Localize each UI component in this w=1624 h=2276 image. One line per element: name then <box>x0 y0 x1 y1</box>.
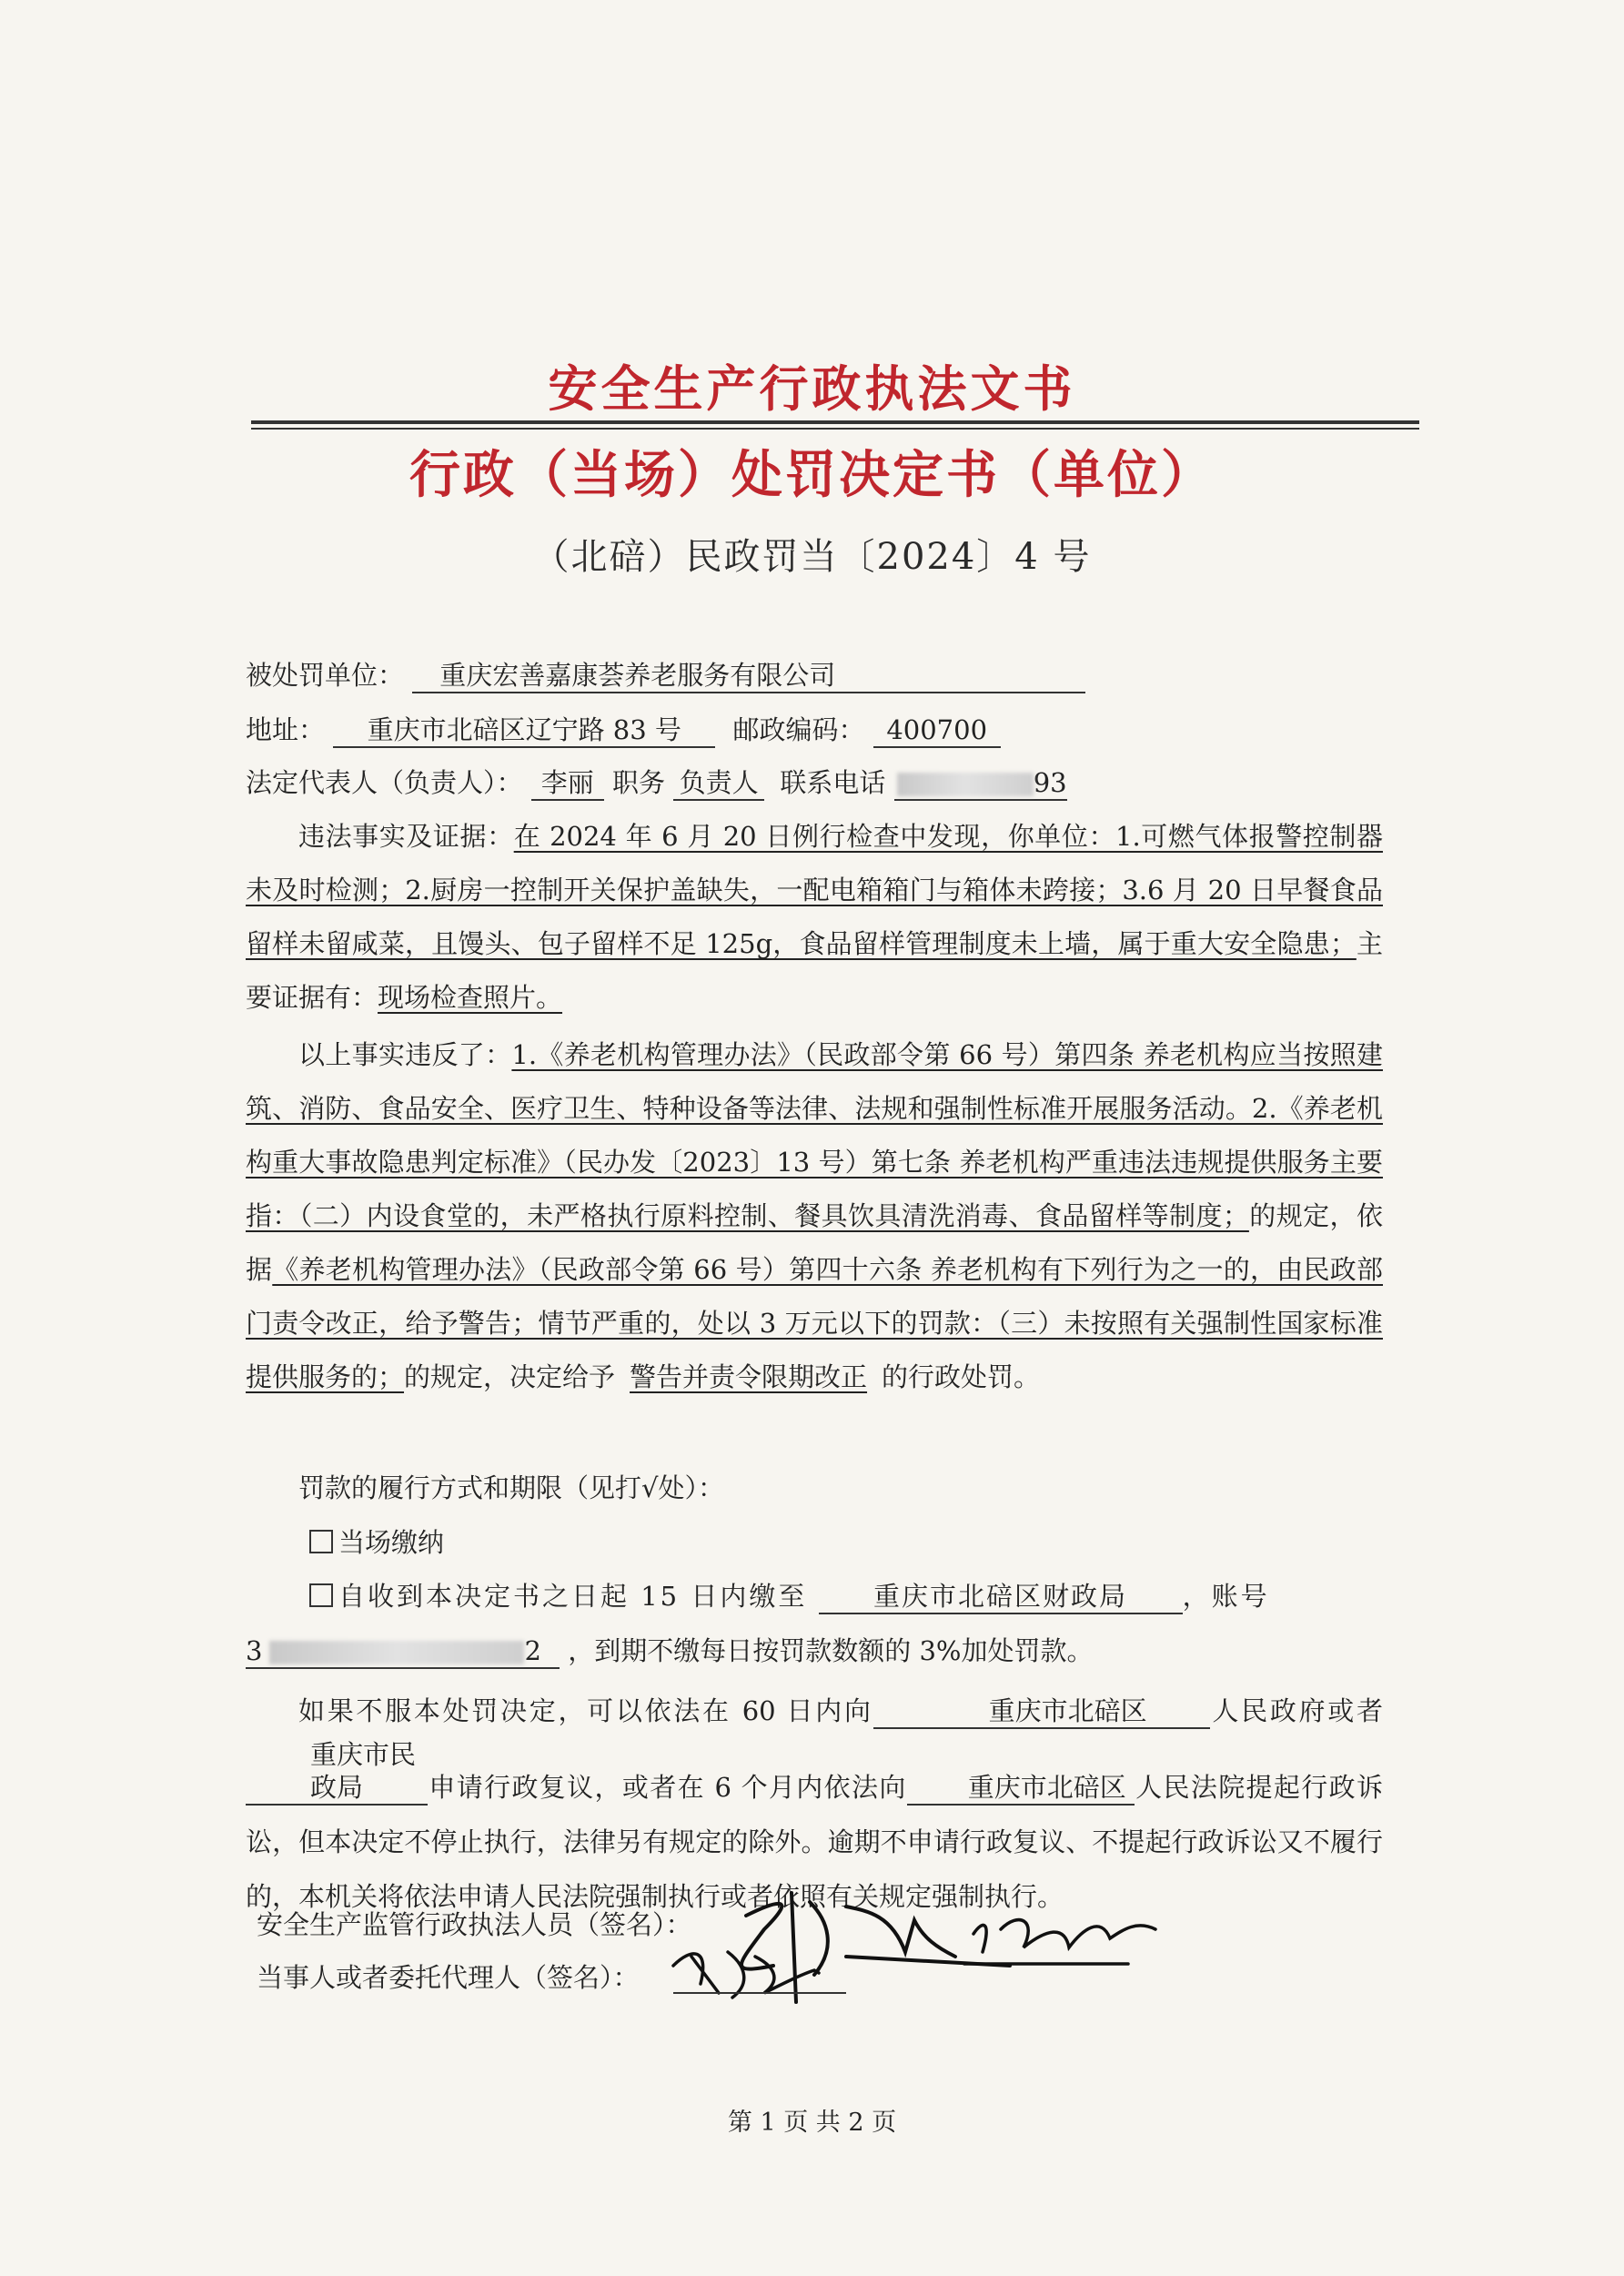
deadline-checkbox[interactable] <box>309 1583 333 1607</box>
representative-label: 法定代表人（负责人）： <box>246 767 523 798</box>
account-label: ，账号 <box>1182 1581 1270 1612</box>
violation-end: 的行政处罚。 <box>882 1361 1041 1392</box>
postcode-label: 邮政编码： <box>732 714 865 745</box>
violated-law-text: 1.《养老机构管理办法》（民政部令第 66 号）第四条 养老机构应当按照建筑、消防、食品安全、医疗卫生、特种设备等法律、法规和强制性标准开展服务活动。2.《养老机构重大事故隐患判定标准》（民办发〔2023〕13 号）第七条 养老机构严重违法违规提供服务主要指：（二）内设食堂的，未严格执行原料控制、餐具饮具清洗消毒、食品留样等制度； <box>246 1039 1383 1231</box>
facts-label: 违法事实及证据： <box>298 821 514 852</box>
violation-mid1: 的规定，依据 <box>246 1200 1383 1285</box>
appeal-p4: 人民法院提起行政诉讼，但本决定不停止执行，法律另有规定的除外。逾期不申请行政复议、不提起行政诉讼又不履行的，本机关将依法申请人民法院强制执行或者依照有关规定强制执行。 <box>246 1772 1383 1912</box>
penalty-value: 警告并责令限期改正 <box>630 1361 868 1392</box>
account-redaction <box>269 1641 524 1664</box>
deadline-prefix: 自收到本决定书之日起 15 日内缴至 <box>338 1581 808 1612</box>
appeal-p1: 如果不服本处罚决定，可以依法在 60 日内向 <box>298 1695 873 1726</box>
address-value: 重庆市北碚区辽宁路 83 号 <box>333 713 715 748</box>
payment-heading: 罚款的履行方式和期限（见打√处）： <box>298 1472 724 1503</box>
representative-value: 李丽 <box>531 766 604 801</box>
party-signature-label: 当事人或者委托代理人（签名）： <box>257 1962 640 1993</box>
phone-redaction <box>897 773 1034 796</box>
appeal-department: 重庆市民政局 <box>246 1738 428 1806</box>
officer-signature-label: 安全生产监管行政执法人员（签名）： <box>257 1909 692 1940</box>
address-label: 地址： <box>246 714 326 745</box>
account-tail: 2 <box>524 1635 541 1666</box>
phone-label: 联系电话 <box>780 767 886 798</box>
appeal-p3: 申请行政复议，或者在 6 个月内依法向 <box>428 1772 907 1803</box>
account-number <box>246 1634 560 1669</box>
representative-row <box>246 764 1383 801</box>
facts-text: 在 2024 年 6 月 20 日例行检查中发现，你单位：1.可燃气体报警控制器未及时检测；2.厨房一控制开关保护盖缺失，一配电箱箱门与箱体未跨接；3.6 月 20 日早餐食品留样未留咸菜，且馒头、包子留样不足 125g，食品留样管理制度未上墙，属于重大安全隐患； <box>246 821 1383 959</box>
appeal-court: 重庆市北碚区 <box>907 1771 1135 1806</box>
document-number: （北碚）民政罚当〔2024〕4 号 <box>532 536 1092 578</box>
payment-destination: 重庆市北碚区财政局 <box>819 1580 1183 1614</box>
payment-option-onsite <box>309 1524 1447 1561</box>
violation-mid2: 的规定，决定给予 <box>404 1361 616 1392</box>
address-row <box>246 712 1383 748</box>
penalized-unit-row <box>246 657 1383 693</box>
account-head: 3 <box>246 1635 263 1666</box>
header-double-rule <box>251 420 1419 430</box>
violation-intro: 以上事实违反了： <box>298 1039 512 1070</box>
phone-tail: 93 <box>1033 767 1067 798</box>
party-signature <box>664 1929 864 2011</box>
page-footer: 第 1 页 共 2 页 <box>727 2109 897 2137</box>
appeal-government: 重庆市北碚区 <box>873 1694 1210 1729</box>
legal-basis-text: 《养老机构管理办法》（民政部令第 66 号）第四十六条 养老机构有下列行为之一的，由民政部门责令改正，给予警告；情节严重的，处以 3 万元以下的罚款：（三）未按照有关强制性国家标准提供服务的； <box>246 1254 1383 1392</box>
evidence-value: 现场检查照片。 <box>378 982 563 1013</box>
violation-paragraph <box>246 1028 1383 1404</box>
penalized-unit-value: 重庆宏善嘉康荟养老服务有限公司 <box>412 659 1085 693</box>
account-row <box>246 1633 1383 1669</box>
violation-facts-paragraph <box>246 810 1383 1025</box>
postcode-value: 400700 <box>873 713 1001 748</box>
payment-option-deadline <box>309 1578 1383 1614</box>
appeal-p2: 人民政府或者 <box>1209 1695 1383 1726</box>
penalized-unit-label: 被处罚单位： <box>246 660 405 691</box>
phone-value <box>894 766 1067 801</box>
account-suffix: ，到期不缴每日按罚款数额的 3%加处罚款。 <box>568 1635 1094 1666</box>
evidence-label: 主要证据有： <box>246 928 1383 1013</box>
onsite-label: 当场缴纳 <box>338 1527 445 1558</box>
document-header-title: 安全生产行政执法文书 <box>548 359 1076 418</box>
post-label: 职务 <box>611 767 665 798</box>
document-title: 行政（当场）处罚决定书（单位） <box>409 445 1215 505</box>
post-value: 负责人 <box>673 766 764 801</box>
onsite-checkbox[interactable] <box>309 1530 333 1553</box>
